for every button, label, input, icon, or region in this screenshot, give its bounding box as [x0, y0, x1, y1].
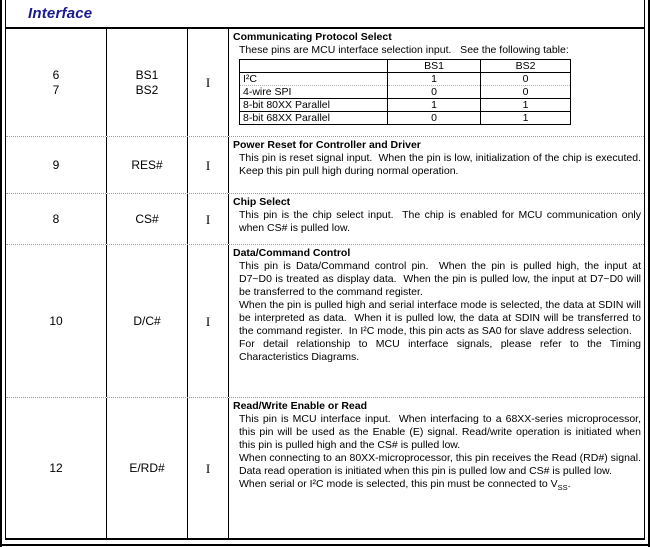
bs2-value: 0 [481, 73, 571, 86]
description-body [233, 413, 647, 493]
pin-number: 6 [52, 67, 60, 82]
pin-type-cell: I [188, 137, 229, 193]
protocol-row-spi [240, 86, 571, 99]
pin-description-cell [229, 137, 647, 193]
protocol-row-68xx [240, 112, 571, 125]
description-paragraph: This pin is MCU interface input. When interfacing to a 68XX-series microprocessor, this pin will be used as the Enable (E) signal. Read/write operation is initiated when this pin is pulled high and the CS# is pulled low. [239, 413, 644, 451]
protocol-row-80xx [240, 99, 571, 112]
bs1-value: 1 [388, 73, 481, 86]
pin-number-cell: 8 [6, 194, 107, 244]
page-bottom-border [2, 544, 648, 546]
section-header-row [6, 0, 644, 29]
description-paragraph: For detail relationship to MCU interface signals, please refer to the Timing Characteristics Diagrams. [239, 338, 644, 363]
description-body [233, 44, 641, 125]
description-paragraph: This pin is the chip select input. The chip is enabled for MCU communication only when CS# is pulled low. [239, 209, 644, 234]
protocol-header-bs1: BS1 [388, 60, 481, 73]
description-body [233, 152, 647, 178]
bs1-value: 1 [388, 99, 481, 112]
pin-name-cell: E/RD# [107, 398, 188, 538]
pin-type-cell: I [188, 194, 229, 244]
pin-name: BS1 [135, 67, 159, 82]
description-title: Power Reset for Controller and Driver [233, 139, 421, 151]
pin-description-cell [229, 29, 644, 136]
table-row-dc [6, 245, 644, 398]
table-row-cs [6, 194, 644, 245]
pin-description-cell [229, 194, 644, 244]
description-paragraph: When the pin is pulled high and serial interface mode is selected, the data at SDIN will be interpreted as data. When it is pulled low, the data at SDIN will be transferred to the command register. In I²C mode, this pin acts as SA0 for slave address selection. [239, 299, 644, 337]
protocol-name: I²C [240, 73, 388, 86]
description-title: Chip Select [233, 196, 291, 208]
bs2-value: 1 [481, 112, 571, 125]
pin-description-cell [229, 245, 644, 397]
pin-name: BS2 [135, 82, 159, 97]
pin-number-cell: 10 [6, 245, 107, 397]
table-row-erd [6, 398, 647, 538]
pin-name-cell: RES# [107, 137, 188, 193]
bs2-value: 0 [481, 86, 571, 99]
protocol-name: 8-bit 68XX Parallel [240, 112, 388, 125]
description-body [233, 260, 644, 364]
protocol-row-i2c [240, 73, 571, 86]
description-title: Read/Write Enable or Read [233, 400, 368, 412]
protocol-header-bs2: BS2 [481, 60, 571, 73]
description-body [233, 209, 644, 235]
pin-number: 7 [52, 82, 60, 97]
pin-number-cell [6, 29, 107, 136]
pin-name-cell: CS# [107, 194, 188, 244]
vss-period: . [567, 478, 571, 490]
vss-subscript: SS [557, 483, 568, 493]
description-paragraph: This pin is Data/Command control pin. When the pin is pulled high, the input at D7~D0 is treated as display data. When the pin is pulled low, the input at D7~D0 will be transferred to the command register. [239, 260, 644, 298]
pin-name-cell [107, 29, 188, 136]
pin-type-cell: I [188, 29, 229, 136]
description-title: Communicating Protocol Select [233, 31, 392, 43]
protocol-table-header-row [240, 60, 571, 73]
protocol-name: 8-bit 80XX Parallel [240, 99, 388, 112]
pin-type-cell: I [188, 245, 229, 397]
description-title: Data/Command Control [233, 247, 351, 259]
section-title: Interface [28, 5, 93, 22]
bs2-value: 1 [481, 99, 571, 112]
description-paragraph: This pin is reset signal input. When the pin is low, initialization of the chip is executed. Keep this pin pull high during normal operation. [239, 152, 647, 177]
protocol-header-blank [240, 60, 388, 73]
description-paragraph: These pins are MCU interface selection input. See the following table: [239, 44, 569, 56]
table-row-bs1-bs2 [6, 29, 644, 137]
description-paragraph: When connecting to an 80XX-microprocessor, this pin receives the Read (RD#) signal. Data read operation is initiated when this pin is pulled low and CS# is pulled low. [239, 452, 647, 477]
pin-type-cell: I [188, 398, 229, 538]
bs1-value: 0 [388, 86, 481, 99]
table-row-res [6, 137, 647, 194]
pin-number-cell: 9 [6, 137, 107, 193]
pin-description-table [5, 0, 645, 540]
protocol-select-table [239, 59, 571, 125]
pin-name-cell: D/C# [107, 245, 188, 397]
description-paragraph-vss [239, 478, 641, 491]
vss-sentence: When serial or I²C mode is selected, this pin must be connected to V [239, 478, 558, 490]
pin-description-cell [229, 398, 647, 538]
protocol-name: 4-wire SPI [240, 86, 388, 99]
pin-number-cell: 12 [6, 398, 107, 538]
bs1-value: 0 [388, 112, 481, 125]
